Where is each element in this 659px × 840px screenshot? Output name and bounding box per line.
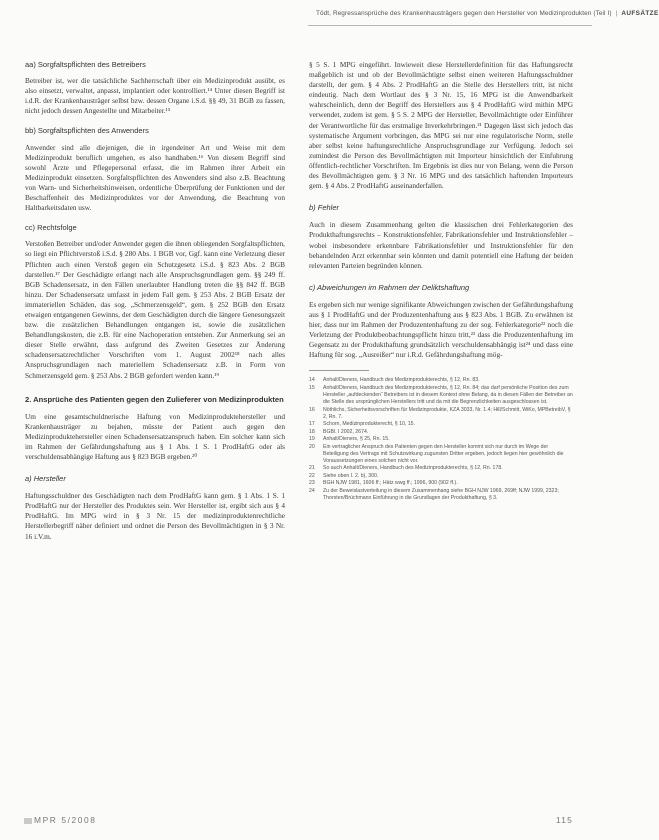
footnote (309, 421, 573, 428)
footnote-text: Zu der Beweislastverteilung in diesem Zusammenhang siehe BGH NJW 1969, 269ff; NJW 1999, 2323; Thorsten/Brüchmann Einführung in die Grundlagen der Produkthaftung, § 3. (323, 487, 559, 501)
footnote (309, 436, 573, 443)
paragraph-fehler: Auch in diesem Zusammenhang gelten die klassischen drei Fehlerkategorien des Produkthaftungsrechts – Konstruktionsfehler, Fabrikationsfehler und Instruktionsfehler – wobei insbesondere erkennbare Fabrikationsfehler und Instruktionsfehler für den behandelnden Arzt erkennbar sein könnten und damit potentiell eine Haftung der beiden relevanten Parteien begründen können. (309, 220, 573, 270)
footnote (309, 407, 573, 421)
footnote-rule (309, 370, 369, 371)
footnote-text: So auch Anhalt/Dieners, Handbuch des Medizinprodukterechts, § 12, Rn. 178. (323, 465, 503, 472)
footnote-text: BGBl. I 2002, 2674. (323, 428, 369, 435)
paragraph-betreiber: Betreiber ist, wer die tatsächliche Sachherrschaft über ein Medizinprodukt ausübt, es also einsetzt, verwaltet, anpasst, implantiert oder kontrolliert.¹⁴ Unter diesen Begriff ist i.d.R. der Krankenhausträger selbst bzw. dessen Organe i.S.d. §§ 49, 31 BGB zu fassen, nicht jedoch dessen Angestellte und Mitarbeiter.¹⁵ (25, 76, 285, 116)
footnote-text: BGH NJW 1981, 1606 ff.; Hätz wwg ff.; 1996, 900 (902 ff.). (323, 480, 458, 487)
running-head-section: AUFSÄTZE (621, 10, 659, 17)
footnote (309, 377, 573, 384)
heading-deliktshaftung: c) Abweichungen im Rahmen der Deliktshaftung (309, 282, 470, 292)
footnote-number: 20 (309, 443, 315, 450)
right-column (309, 60, 573, 502)
footnote-text: Schorn, Medizinprodukterecht, § 10, 15. (323, 421, 415, 428)
footnote-text: Anhalt/Dieners, § 25, Rn. 15. (323, 436, 390, 443)
left-column (25, 60, 285, 546)
footer-marker (24, 818, 32, 824)
paragraph-rechtsfolge: Verstoßen Betreiber und/oder Anwender gegen die ihnen obliegenden Sorgfaltspflichten, so liegt ein Pflichtverstoß i.S.d. § 280 Abs. 1 BGB vor, Ggf. kann eine Verletzung dieser Pflichten auch einen Verstoß gegen ein Schutzgesetz i.S.d. § 823 Abs. 2 BGB darstellen.¹⁷ Der Geschädigte erlangt nach alle Anspruchsgrundlagen gem. §§ 249 ff. BGB Schadensersatz, in den Fällen unerlaubter Handlung treten die §§ 842 ff. BGB hinzu. Der Schadensersatz umfasst in jedem Fall gem. § 253 Abs. 2 BGB Ersatz der immateriellen Schäden, das sog. „Schmerzensgeld“, gem. § 252 BGB den Ersatz etwaigen entgangenen Gewinns, der dem Geschädigten durch die längere Genesungszeit bzw. die zusätzlichen Behandlungen entgangen ist, sowie die zusätzlichen Behandlungskosten, die z.B. für eine Nachoperation entstehen. Zur Anmerkung sei an dieser Stelle erwähnt, dass aufgrund des Zweiten Gesetzes zur Änderung schadensersatzrechtlicher Vorschriften vom 1. August 2002¹⁸ nach alles Anspruchsgrundlagen nach materiellem Schadensersatz z.B. in Form von Schmerzensgeld gem. § 253 Abs. 2 BGB gefordert werden kann.¹⁹ (25, 239, 285, 380)
footnote-text: Siehe oben I. 2. b), 300. (323, 472, 379, 479)
footnote-number: 15 (309, 384, 315, 391)
paragraph-ansprueche-zulieferer: Um eine gesamtschuldnerische Haftung von Medizinproduktehersteller und Krankenhausträger zu bejahen, müsste der Patient auch gegen den Medizinproduktehersteller einen Schadensersatzanspruch haben. Ein solcher kann sich im Rahmen der Gefährdungshaftung aus § 1 Abs. 1 S. 1 ProdHaftG oder als verschuldensabhängige Haftung aus § 823 BGB ergeben.²⁰ (25, 411, 285, 461)
heading-ansprueche-zulieferer: 2. Ansprüche des Patienten gegen den Zulieferer von Medizinprodukten (25, 394, 284, 404)
footnote-number: 14 (309, 377, 315, 384)
footnote (309, 473, 573, 480)
footnote (309, 429, 573, 436)
footnote (309, 444, 573, 465)
footnote-number: 24 (309, 487, 315, 494)
footnote-number: 21 (309, 465, 315, 472)
footnote-number: 23 (309, 480, 315, 487)
running-head-title: Tödt, Regressansprüche des Krankenhausträgers gegen den Hersteller von Medizinprodukten (Teil I) (316, 10, 612, 17)
page-number: 115 (556, 815, 573, 825)
header-rule (308, 25, 592, 26)
footnote (309, 385, 573, 406)
running-head-separator: | (615, 10, 618, 17)
footnote-number: 17 (309, 421, 315, 428)
footnote-text: Nöthlichs, Sicherheitsvorschriften für Medizinprodukte, KZA 3033, Nr. 1.4; Hill/Schmitt, WiKo, MPBetreibV, § 2, Rn. 7. (323, 406, 571, 420)
paragraph-hersteller-continued: § 5 S. 1 MPG eingeführt. Inwieweit diese Herstellerdefinition für das Haftungsrecht maßgeblich ist und ob der Bevollmächtigte selbst einen weiteren Haftungsschuldner darstellt, der gem. § 4 Abs. 2 ProdHaftG an die Stelle des Herstellers tritt, ist nicht eindeutig. Nach dem Wortlaut des § 3 Nr. 15, 16 MPG ist die Anwendbarkeit wahrscheinlich, denn der Begriff des Herstellers aus § 4 ProdHaftG wird mithin MPG verwendet, zudem ist gem. § 5 S. 2 MPG der Hersteller, Bevollmächtigte oder Einführer der Verantwortliche für das erstmalige Inverkehrbringen.²¹ Dagegen lässt sich jedoch das systematische Argument vorbringen, das MPG sei nur eine regulatorische Norm, stelle aber selbst keine haftungsrechtliche Anspruchsgrundlage zur Verfügung. Jedoch sei zumindest die Person des Bevollmächtigten mit Importeur hinsichtlich der Einfuhrung öffentlich-rechtlicher Vorschriften. Im Ergebnis ist dies nur von Belang, wenn die Person des Bevollmächtigten gem. § 3 Nr. 16 MPG und des tatsächlich haftenden Importeurs gem. § 4 Abs. 2 ProdHaftG auseinanderfallen. (309, 60, 573, 191)
footnotes (309, 377, 573, 502)
footnote (309, 480, 573, 487)
footnote-text: Anhalt/Dieners, Handbuch des Medizinprodukterechts, § 12, Rn. 84; das darf persönliche Position des zum Hersteller „aufdeckenden“ Betreibers ist in diesem Kontext ohne Belang, da in diesen Fällen der Betreiber an die Stelle des ursprünglichen Herstellers tritt und da mit die Begrenzlichkeiten ausgeschlossen ist. (323, 384, 573, 406)
footer-journal: MPR 5/2008 (34, 815, 97, 825)
paragraph-deliktshaftung: Es ergeben sich nur wenige signifikante Abweichungen zwischen der Gefährdungshaftung aus § 1 ProdHaftG und der Produzentenhaftung aus § 823 Abs. 1 BGB. Zu erwähnen ist hier, dass nur im Rahmen der Produzentenhaftung zu der sog. Fehlerkategorie²² noch die Verletzung der Produktbeobachtungspflicht hinzu tritt,²³ dass die Produzentenhaftung im Gegensatz zu der Produkthaftung grundsätzlich verschuldensabhängig ist²⁴ und dass eine Haftung für sog. „Ausreißer“ nur i.R.d. Gefährdungshaftung mög- (309, 299, 573, 360)
paragraph-anwender: Anwender sind alle diejenigen, die in irgendeiner Art und Weise mit dem Medizinprodukt beruflich umgehen, es also handhaben.¹⁶ Von diesem Begriff sind sowohl Ärzte und Pflegepersonal erfasst, die im Rahmen ihrer Arbeit ein Medizinprodukt einsetzen. Sorgfaltspflichten des Anwenders sind also z.B. Beachtung von Warn- und Sicherheitshinweisen, ordentliche Überprüfung der Funktionen und der Beschaffenheit des Medizinproduktes vor der Anwendung, die Beachtung von Haltbarkeitsdaten usw. (25, 142, 285, 213)
footnote-number: 18 (309, 428, 315, 435)
footnote-number: 16 (309, 406, 315, 413)
footnote-text: Anhalt/Dieners, Handbuch des Medizinprodukterechts, § 12, Rn. 83. (323, 377, 480, 384)
footnote (309, 488, 573, 502)
footnote-text: Ein vertraglicher Anspruch des Patienten gegen den Hersteller kommt sich nur durch im Wege der Beteiligung des Vertrags mit Schutzwirkung zugunsten Dritter ergeben, jedoch liegen hier gewöhnlich die Voraussetzungen eines solchen nicht vor. (323, 443, 564, 464)
heading-hersteller: a) Hersteller (25, 474, 66, 484)
running-head (316, 10, 659, 24)
heading-anwender: bb) Sorgfaltspflichten des Anwenders (25, 126, 149, 136)
heading-rechtsfolge: cc) Rechtsfolge (25, 223, 77, 233)
footnote-number: 19 (309, 436, 315, 443)
heading-betreiber: aa) Sorgfaltspflichten des Betreibers (25, 60, 146, 69)
paragraph-hersteller: Haftungsschuldner des Geschädigten nach dem ProdHaftG kann gem. § 1 Abs. 1 S. 1 ProdHaftG nur der Hersteller des Produktes sein. Wer Hersteller ist, ergibt sich aus § 4 ProdHaftG. Im MPG wird in § 3 Nr. 15 der medizinproduktenrechtliche Herstellerbegriff näher definiert und ordnet die Person des Bevollmächtigten in § 3 Nr. 16 i.V.m. (25, 491, 285, 541)
heading-fehler: b) Fehler (309, 203, 340, 213)
footnote-number: 22 (309, 472, 315, 479)
footnote (309, 465, 573, 472)
